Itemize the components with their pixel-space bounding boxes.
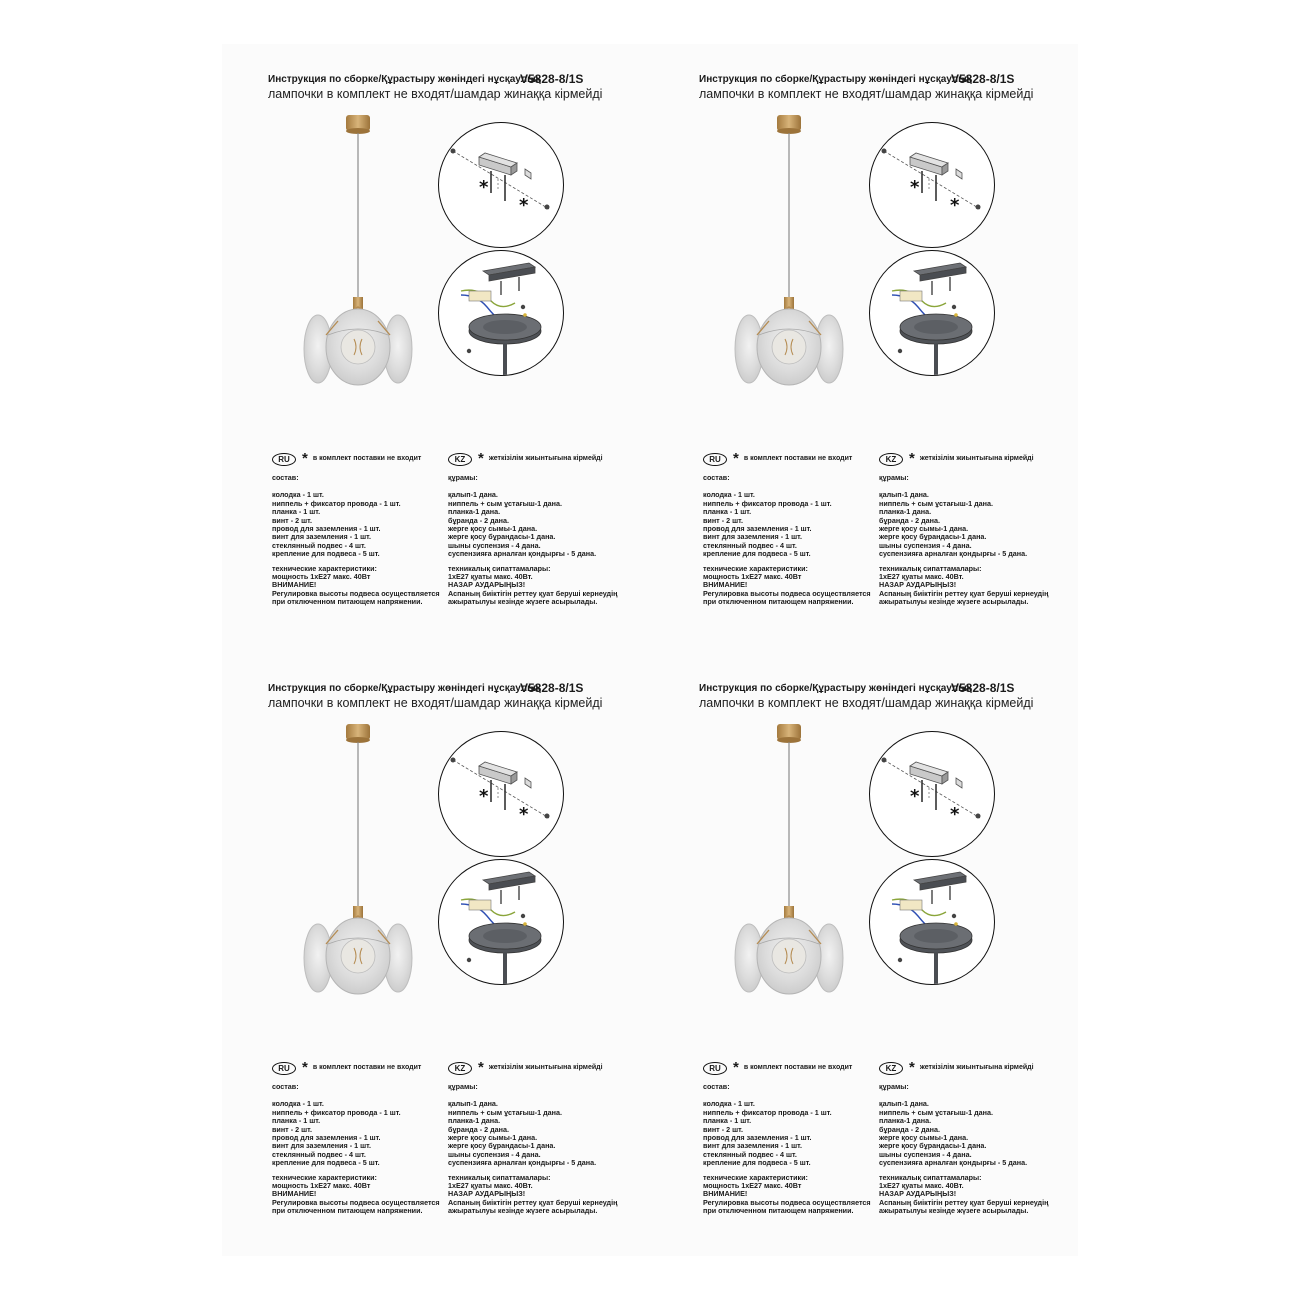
kz-contents-item: жерге қосу сымы-1 дана. [879, 1133, 969, 1143]
ru-section [703, 452, 871, 607]
ru-warning-title: ВНИМАНИЕ! [272, 580, 317, 590]
ru-warning-text: Регулировка высоты подвеса осуществляется [272, 588, 440, 598]
ru-specs-heading: технические характеристики: [703, 1172, 808, 1182]
kz-warning-text: ажыратылуы кезінде жүзеге асырылады. [879, 1206, 1029, 1216]
wiring-diagram [438, 250, 564, 376]
kz-contents-item: шыны суспензия - 4 дана. [448, 540, 541, 550]
ru-contents-item: винт для заземления - 1 шт. [703, 1141, 802, 1151]
ru-contents-heading: состав: [703, 1082, 730, 1091]
ru-warning-text: при отключенном питающем напряжении. [272, 597, 423, 607]
kz-power-rating: 1хЕ27 қуаты макс. 40Вт. [448, 572, 533, 582]
ru-power-rating: мощность 1хЕ27 макс. 40Вт [272, 572, 371, 582]
kz-contents-item: суспензияға арналған қондырғы - 5 дана. [879, 1158, 1028, 1168]
kz-contents-item: бұранда - 2 дана. [448, 1124, 510, 1134]
kz-header [879, 1061, 1048, 1075]
model-number: V5828-8/1S [951, 681, 1015, 695]
kz-warning-title: НАЗАР АУДАРЫҢЫЗ! [879, 580, 957, 590]
kz-contents-item: жерге қосу сымы-1 дана. [448, 1133, 538, 1143]
ru-contents-item: стеклянный подвес - 4 шт. [272, 1149, 366, 1159]
kz-header [448, 1061, 617, 1075]
ru-warning-text: при отключенном питающем напряжении. [272, 1206, 423, 1216]
kz-contents-item: қалып-1 дана. [879, 1099, 929, 1109]
ru-contents-heading: состав: [272, 1082, 299, 1091]
kz-contents-item: ниппель + сым ұстағыш-1 дана. [448, 498, 562, 508]
ru-contents-item: стеклянный подвес - 4 шт. [272, 540, 366, 550]
asterisk-icon: * [733, 450, 739, 467]
ru-header [272, 1061, 440, 1075]
kz-header [879, 452, 1048, 466]
ru-header [272, 452, 440, 466]
instruction-panel-3 [268, 683, 668, 1283]
pendant-lamp-illustration [729, 718, 849, 1018]
kz-contents-item: жерге қосу бұрандасы-1 дана. [879, 1141, 987, 1151]
kz-contents-item: планка-1 дана. [879, 1116, 932, 1126]
ru-contents-item: ниппель + фиксатор провода - 1 шт. [272, 498, 401, 508]
ru-warning-title: ВНИМАНИЕ! [703, 580, 748, 590]
kz-warning-title: НАЗАР АУДАРЫҢЫЗ! [448, 1189, 526, 1199]
kz-language-badge: KZ [879, 453, 903, 466]
panel-title [699, 72, 1015, 86]
kz-contents-item: шыны суспензия - 4 дана. [879, 1149, 972, 1159]
ru-contents-item: крепление для подвеса - 5 шт. [703, 549, 811, 559]
kz-contents-item: қалып-1 дана. [448, 490, 498, 500]
ru-contents-item: колодка - 1 шт. [272, 1099, 324, 1109]
svg-text:*: * [479, 177, 489, 198]
kz-power-rating: 1хЕ27 қуаты макс. 40Вт. [879, 572, 964, 582]
svg-text:*: * [479, 786, 489, 807]
model-number: V5828-8/1S [951, 72, 1015, 86]
kz-language-badge: KZ [879, 1062, 903, 1075]
ru-warning-title: ВНИМАНИЕ! [703, 1189, 748, 1199]
kz-warning-text: ажыратылуы кезінде жүзеге асырылады. [448, 1206, 598, 1216]
kz-section [448, 452, 617, 607]
mounting-bar-diagram [869, 731, 995, 857]
kz-contents-item: планка-1 дана. [879, 507, 932, 517]
ru-language-badge: RU [703, 453, 727, 466]
asterisk-icon: * [302, 450, 308, 467]
kz-contents-item: жерге қосу бұрандасы-1 дана. [879, 532, 987, 542]
kz-contents-item: шыны суспензия - 4 дана. [879, 540, 972, 550]
ru-contents-item: ниппель + фиксатор провода - 1 шт. [272, 1107, 401, 1117]
kz-contents-item: ниппель + сым ұстағыш-1 дана. [448, 1107, 562, 1117]
ru-not-included-note: в комплект поставки не входит [743, 454, 853, 462]
kz-contents-item: ниппель + сым ұстағыш-1 дана. [879, 1107, 993, 1117]
kz-contents-item: жерге қосу сымы-1 дана. [879, 524, 969, 534]
kz-contents-item: планка-1 дана. [448, 1116, 501, 1126]
ru-section [703, 1061, 871, 1216]
ru-contents-heading: состав: [703, 473, 730, 482]
instruction-panel-4 [699, 683, 1099, 1283]
kz-contents-item: қалып-1 дана. [448, 1099, 498, 1109]
wiring-diagram [438, 859, 564, 985]
kz-specs-heading: техникалық сипаттамалары: [879, 563, 982, 573]
kz-contents-heading: құрамы: [448, 473, 478, 482]
kz-contents-item: бұранда - 2 дана. [448, 515, 510, 525]
kz-contents-item: жерге қосу бұрандасы-1 дана. [448, 1141, 556, 1151]
ru-header [703, 452, 871, 466]
kz-section [879, 1061, 1048, 1216]
kz-contents-item: планка-1 дана. [448, 507, 501, 517]
ru-contents-item: колодка - 1 шт. [272, 490, 324, 500]
ru-contents-item: крепление для подвеса - 5 шт. [703, 1158, 811, 1168]
ru-power-rating: мощность 1хЕ27 макс. 40Вт [703, 572, 802, 582]
kz-not-included-note: жеткізілім жиынтығына кірмейді [488, 1063, 603, 1071]
ru-contents-item: колодка - 1 шт. [703, 490, 755, 500]
ru-contents-item: ниппель + фиксатор провода - 1 шт. [703, 1107, 832, 1117]
kz-warning-text: ажыратылуы кезінде жүзеге асырылады. [879, 597, 1029, 607]
bulbs-note: лампочки в комплект не входят/шамдар жинаққа кірмейді [268, 696, 603, 710]
ru-contents-item: крепление для подвеса - 5 шт. [272, 1158, 380, 1168]
panel-title [268, 72, 584, 86]
ru-contents-item: стеклянный подвес - 4 шт. [703, 1149, 797, 1159]
asterisk-icon: * [733, 1059, 739, 1076]
wiring-diagram [869, 250, 995, 376]
ru-warning-text: при отключенном питающем напряжении. [703, 597, 854, 607]
ru-contents-item: провод для заземления - 1 шт. [703, 524, 812, 534]
svg-text:*: * [519, 804, 529, 825]
ru-specs-heading: технические характеристики: [272, 1172, 377, 1182]
kz-warning-title: НАЗАР АУДАРЫҢЫЗ! [879, 1189, 957, 1199]
ru-warning-title: ВНИМАНИЕ! [272, 1189, 317, 1199]
kz-contents-item: бұранда - 2 дана. [879, 515, 941, 525]
instruction-panel-1 [268, 74, 668, 674]
kz-contents-item: суспензияға арналған қондырғы - 5 дана. [879, 549, 1028, 559]
kz-contents-heading: құрамы: [879, 473, 909, 482]
ru-contents-item: планка - 1 шт. [703, 1116, 752, 1126]
kz-warning-title: НАЗАР АУДАРЫҢЫЗ! [448, 580, 526, 590]
wiring-diagram [869, 859, 995, 985]
ru-contents-item: винт - 2 шт. [703, 515, 743, 525]
kz-contents-item: жерге қосу сымы-1 дана. [448, 524, 538, 534]
asterisk-icon: * [909, 450, 915, 467]
ru-warning-text: при отключенном питающем напряжении. [703, 1206, 854, 1216]
kz-contents-item: қалып-1 дана. [879, 490, 929, 500]
bulbs-note: лампочки в комплект не входят/шамдар жинаққа кірмейді [699, 87, 1034, 101]
asterisk-icon: * [909, 1059, 915, 1076]
kz-warning-text: ажыратылуы кезінде жүзеге асырылады. [448, 597, 598, 607]
ru-contents-item: провод для заземления - 1 шт. [272, 524, 381, 534]
ru-not-included-note: в комплект поставки не входит [312, 1063, 422, 1071]
ru-warning-text: Регулировка высоты подвеса осуществляется [272, 1197, 440, 1207]
pendant-lamp-illustration [298, 109, 418, 409]
ru-contents-item: винт - 2 шт. [272, 515, 312, 525]
bulbs-note: лампочки в комплект не входят/шамдар жинаққа кірмейді [268, 87, 603, 101]
ru-contents-item: винт - 2 шт. [272, 1124, 312, 1134]
kz-contents-item: шыны суспензия - 4 дана. [448, 1149, 541, 1159]
ru-warning-text: Регулировка высоты подвеса осуществляется [703, 1197, 871, 1207]
ru-not-included-note: в комплект поставки не входит [312, 454, 422, 462]
kz-not-included-note: жеткізілім жиынтығына кірмейді [488, 454, 603, 462]
ru-contents-heading: состав: [272, 473, 299, 482]
kz-specs-heading: техникалық сипаттамалары: [448, 563, 551, 573]
kz-not-included-note: жеткізілім жиынтығына кірмейді [919, 1063, 1034, 1071]
ru-contents-item: ниппель + фиксатор провода - 1 шт. [703, 498, 832, 508]
instruction-panel-2 [699, 74, 1099, 674]
mounting-bar-diagram [869, 122, 995, 248]
model-number: V5828-8/1S [520, 72, 584, 86]
ru-contents-item: винт для заземления - 1 шт. [272, 1141, 371, 1151]
ru-specs-heading: технические характеристики: [703, 563, 808, 573]
model-number: V5828-8/1S [520, 681, 584, 695]
kz-warning-text: Аспаның биіктігін реттеу қуат беруші кернеудің [879, 588, 1049, 598]
ru-contents-item: провод для заземления - 1 шт. [703, 1133, 812, 1143]
ru-contents-item: планка - 1 шт. [703, 507, 752, 517]
svg-text:*: * [910, 786, 920, 807]
kz-language-badge: KZ [448, 1062, 472, 1075]
kz-specs-heading: техникалық сипаттамалары: [448, 1172, 551, 1182]
kz-header [448, 452, 617, 466]
kz-contents-heading: құрамы: [448, 1082, 478, 1091]
kz-section [448, 1061, 617, 1216]
ru-contents-item: колодка - 1 шт. [703, 1099, 755, 1109]
ru-specs-heading: технические характеристики: [272, 563, 377, 573]
kz-power-rating: 1хЕ27 қуаты макс. 40Вт. [448, 1181, 533, 1191]
kz-contents-item: жерге қосу бұрандасы-1 дана. [448, 532, 556, 542]
ru-not-included-note: в комплект поставки не входит [743, 1063, 853, 1071]
ru-contents-item: винт для заземления - 1 шт. [272, 532, 371, 542]
ru-header [703, 1061, 871, 1075]
kz-warning-text: Аспаның биіктігін реттеу қуат беруші кернеудің [448, 588, 618, 598]
ru-language-badge: RU [272, 453, 296, 466]
title-text: Инструкция по сборке/Құрастыру жөніндегі нұсқаулық [268, 74, 541, 85]
kz-warning-text: Аспаның биіктігін реттеу қуат беруші кернеудің [879, 1197, 1049, 1207]
title-text: Инструкция по сборке/Құрастыру жөніндегі нұсқаулық [699, 683, 972, 694]
asterisk-icon: * [302, 1059, 308, 1076]
ru-contents-item: винт - 2 шт. [703, 1124, 743, 1134]
svg-text:*: * [910, 177, 920, 198]
ru-contents-item: винт для заземления - 1 шт. [703, 532, 802, 542]
title-text: Инструкция по сборке/Құрастыру жөніндегі нұсқаулық [268, 683, 541, 694]
pendant-lamp-illustration [729, 109, 849, 409]
ru-warning-text: Регулировка высоты подвеса осуществляется [703, 588, 871, 598]
kz-section [879, 452, 1048, 607]
kz-contents-heading: құрамы: [879, 1082, 909, 1091]
mounting-bar-diagram [438, 731, 564, 857]
mounting-bar-diagram [438, 122, 564, 248]
ru-section [272, 452, 440, 607]
kz-warning-text: Аспаның биіктігін реттеу қуат беруші кернеудің [448, 1197, 618, 1207]
svg-text:*: * [519, 195, 529, 216]
asterisk-icon: * [478, 450, 484, 467]
kz-specs-heading: техникалық сипаттамалары: [879, 1172, 982, 1182]
ru-power-rating: мощность 1хЕ27 макс. 40Вт [272, 1181, 371, 1191]
ru-contents-item: крепление для подвеса - 5 шт. [272, 549, 380, 559]
ru-section [272, 1061, 440, 1216]
kz-contents-item: суспензияға арналған қондырғы - 5 дана. [448, 549, 597, 559]
kz-language-badge: KZ [448, 453, 472, 466]
ru-contents-item: планка - 1 шт. [272, 507, 321, 517]
ru-contents-item: провод для заземления - 1 шт. [272, 1133, 381, 1143]
title-text: Инструкция по сборке/Құрастыру жөніндегі нұсқаулық [699, 74, 972, 85]
panel-title [699, 681, 1015, 695]
kz-contents-item: бұранда - 2 дана. [879, 1124, 941, 1134]
ru-contents-item: стеклянный подвес - 4 шт. [703, 540, 797, 550]
ru-contents-item: планка - 1 шт. [272, 1116, 321, 1126]
ru-language-badge: RU [703, 1062, 727, 1075]
kz-contents-item: ниппель + сым ұстағыш-1 дана. [879, 498, 993, 508]
kz-contents-item: суспензияға арналған қондырғы - 5 дана. [448, 1158, 597, 1168]
svg-text:*: * [950, 804, 960, 825]
bulbs-note: лампочки в комплект не входят/шамдар жинаққа кірмейді [699, 696, 1034, 710]
ru-power-rating: мощность 1хЕ27 макс. 40Вт [703, 1181, 802, 1191]
pendant-lamp-illustration [298, 718, 418, 1018]
kz-power-rating: 1хЕ27 қуаты макс. 40Вт. [879, 1181, 964, 1191]
panel-title [268, 681, 584, 695]
asterisk-icon: * [478, 1059, 484, 1076]
svg-text:*: * [950, 195, 960, 216]
kz-not-included-note: жеткізілім жиынтығына кірмейді [919, 454, 1034, 462]
ru-language-badge: RU [272, 1062, 296, 1075]
